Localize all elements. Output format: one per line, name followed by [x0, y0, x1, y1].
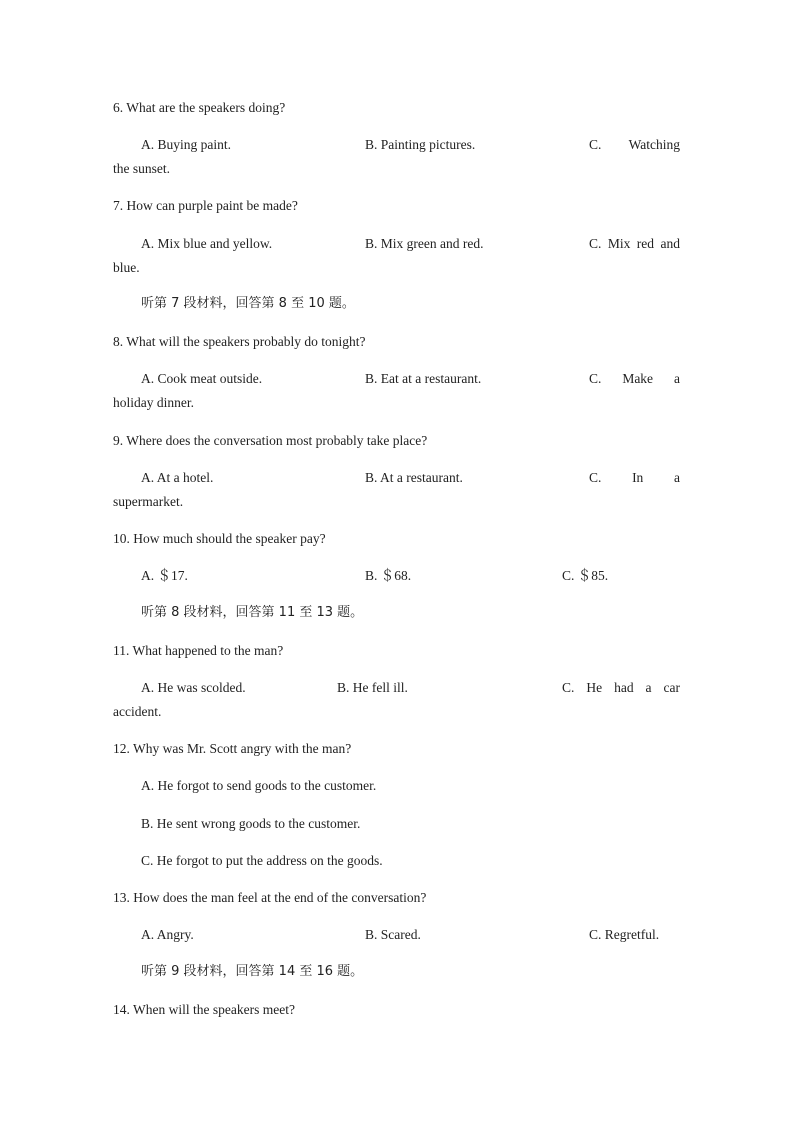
question-8-option-b: B. Eat at a restaurant. — [365, 371, 482, 386]
option-c-word: car — [663, 680, 680, 695]
question-11-stem: 11. What happened to the man? — [113, 643, 284, 658]
option-c-word: a — [645, 680, 652, 695]
question-11-option-b: B. He fell ill. — [337, 680, 408, 695]
section-9-instruction: 听第 9 段材料，回答第 14 至 16 题。 — [141, 964, 364, 979]
question-10-stem: 10. How much should the speaker pay? — [113, 531, 326, 546]
option-c-word: C. — [589, 137, 602, 152]
section-7-instruction: 听第 7 段材料，回答第 8 至 10 题。 — [141, 296, 355, 311]
question-13-stem: 13. How does the man feel at the end of the conversation? — [113, 890, 427, 905]
question-13-option-a: A. Angry. — [141, 927, 194, 942]
question-8-option-c-continuation: holiday dinner. — [113, 395, 194, 410]
question-7-stem: 7. How can purple paint be made? — [113, 198, 298, 213]
option-c-word: had — [614, 680, 634, 695]
option-c-word: Mix — [607, 236, 631, 251]
question-9-option-a: A. At a hotel. — [141, 470, 214, 485]
question-6-option-b: B. Painting pictures. — [365, 137, 476, 152]
question-12-stem: 12. Why was Mr. Scott angry with the man? — [113, 741, 352, 756]
question-11-option-c — [562, 680, 680, 696]
question-10-option-c: C. ＄85. — [562, 568, 609, 583]
question-7-option-b: B. Mix green and red. — [365, 236, 484, 251]
question-9-stem: 9. Where does the conversation most probably take place? — [113, 433, 428, 448]
option-c-word: Watching — [628, 137, 680, 152]
question-9-option-c-continuation: supermarket. — [113, 494, 184, 509]
question-9-option-c — [589, 470, 680, 486]
question-7-option-c — [589, 236, 680, 252]
option-c-word: In — [632, 470, 644, 485]
question-7-option-a: A. Mix blue and yellow. — [141, 236, 273, 251]
question-6-option-a: A. Buying paint. — [141, 137, 231, 152]
option-c-word: Make — [622, 371, 654, 386]
question-12-option-c: C. He forgot to put the address on the goods. — [141, 853, 383, 868]
option-c-word: C. — [589, 236, 602, 251]
question-11-option-a: A. He was scolded. — [141, 680, 246, 695]
option-c-word: a — [673, 470, 680, 485]
question-9-option-b: B. At a restaurant. — [365, 470, 463, 485]
option-c-word: C. — [589, 470, 602, 485]
question-14-stem: 14. When will the speakers meet? — [113, 1002, 295, 1017]
question-7-option-c-continuation: blue. — [113, 260, 140, 275]
question-11-option-c-continuation: accident. — [113, 704, 162, 719]
option-c-word: and — [660, 236, 680, 251]
question-6-stem: 6. What are the speakers doing? — [113, 100, 286, 115]
question-6-option-c — [589, 137, 680, 153]
question-13-option-c: C. Regretful. — [589, 927, 660, 942]
question-13-option-b: B. Scared. — [365, 927, 421, 942]
question-8-stem: 8. What will the speakers probably do tonight? — [113, 334, 366, 349]
question-6-option-c-continuation: the sunset. — [113, 161, 170, 176]
section-8-instruction: 听第 8 段材料，回答第 11 至 13 题。 — [141, 605, 364, 620]
question-10-option-b: B. ＄68. — [365, 568, 412, 583]
question-12-option-b: B. He sent wrong goods to the customer. — [141, 816, 361, 831]
question-10-option-a: A. ＄17. — [141, 568, 188, 583]
option-c-word: C. — [589, 371, 602, 386]
option-c-word: He — [586, 680, 603, 695]
question-8-option-c — [589, 371, 680, 387]
option-c-word: C. — [562, 680, 575, 695]
option-c-word: a — [673, 371, 680, 386]
option-c-word: red — [636, 236, 655, 251]
question-12-option-a: A. He forgot to send goods to the customer. — [141, 778, 377, 793]
question-8-option-a: A. Cook meat outside. — [141, 371, 263, 386]
